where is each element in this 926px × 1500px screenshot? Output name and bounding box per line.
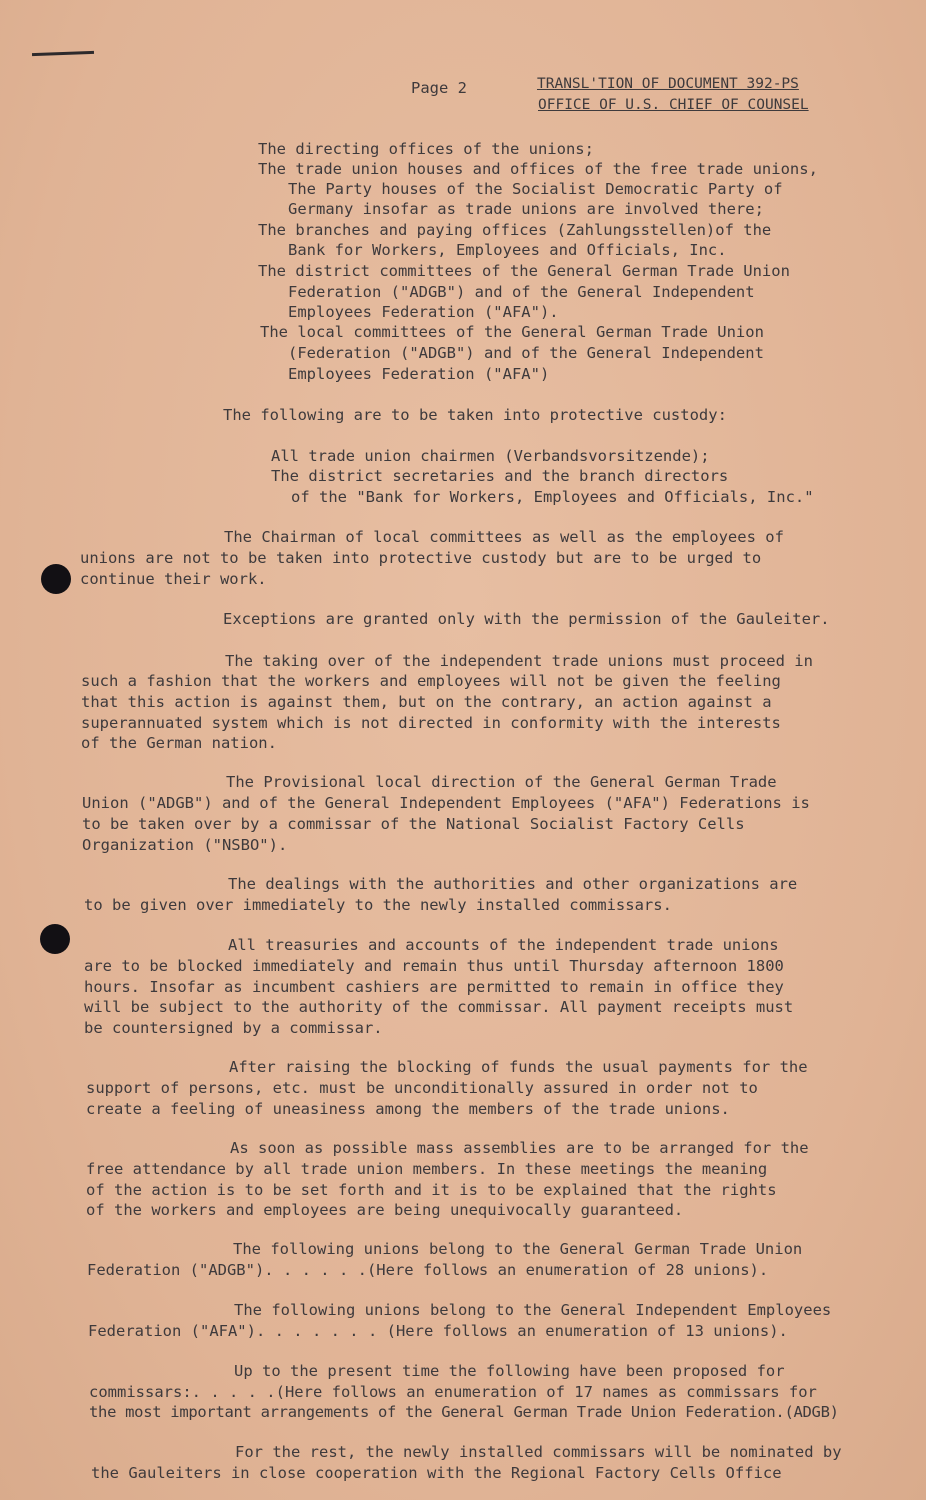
body-line: free attendance by all trade union members. In these meetings the meaning xyxy=(86,1160,768,1178)
body-line: The following are to be taken into protective custody: xyxy=(223,406,727,424)
body-line: to be given over immediately to the newly installed commissars. xyxy=(84,896,672,914)
body-line: The following unions belong to the General German Trade Union xyxy=(233,1240,803,1258)
body-line: The local committees of the General German Trade Union xyxy=(260,323,764,341)
punch-hole-top xyxy=(41,564,71,594)
body-line: The taking over of the independent trade unions must proceed in xyxy=(225,652,813,670)
body-line: such a fashion that the workers and employees will not be given the feeling xyxy=(81,672,781,690)
body-line: Union ("ADGB") and of the General Independent Employees ("AFA") Federations is xyxy=(82,794,810,812)
body-line: After raising the blocking of funds the usual payments for the xyxy=(229,1058,808,1076)
body-line: the Gauleiters in close cooperation with the Regional Factory Cells Office xyxy=(91,1464,782,1482)
body-line: The district committees of the General German Trade Union xyxy=(258,262,790,280)
body-line: Organization ("NSBO"). xyxy=(82,836,288,854)
body-line: Bank for Workers, Employees and Officials, Inc. xyxy=(288,241,727,259)
body-line: the most important arrangements of the General German Trade Union Federation.(ADGB) xyxy=(89,1403,839,1421)
body-line: Federation ("ADGB"). . . . . .(Here follows an enumeration of 28 unions). xyxy=(87,1261,769,1279)
body-line: are to be blocked immediately and remain thus until Thursday afternoon 1800 xyxy=(84,957,784,975)
translation-heading: TRANSL'TION OF DOCUMENT 392-PS xyxy=(537,76,799,92)
punch-hole-bottom xyxy=(40,924,70,954)
body-line: Federation ("ADGB") and of the General Independent xyxy=(288,283,755,301)
body-line: The Chairman of local committees as well as the employees of xyxy=(224,528,784,546)
body-line: commissars:. . . . .(Here follows an enumeration of 17 names as commissars for xyxy=(89,1383,817,1401)
body-line: that this action is against them, but on the contrary, an action against a xyxy=(81,693,772,711)
body-line: The dealings with the authorities and other organizations are xyxy=(228,875,798,893)
body-line: hours. Insofar as incumbent cashiers are permitted to remain in office they xyxy=(84,978,784,996)
body-line: of the action is to be set forth and it is to be explained that the rights xyxy=(86,1181,777,1199)
body-line: be countersigned by a commissar. xyxy=(84,1019,383,1037)
body-line: All trade union chairmen (Verbandsvorsitzende); xyxy=(271,447,710,465)
body-line: superannuated system which is not directed in conformity with the interests xyxy=(81,714,781,732)
body-line: support of persons, etc. must be unconditionally assured in order not to xyxy=(86,1079,758,1097)
body-line: All treasuries and accounts of the independent trade unions xyxy=(228,936,779,954)
body-line: of the workers and employees are being unequivocally guaranteed. xyxy=(86,1201,684,1219)
body-line: Employees Federation ("AFA"). xyxy=(288,303,559,321)
body-line: of the German nation. xyxy=(81,734,277,752)
page-label: Page 2 xyxy=(411,79,467,97)
body-line: of the "Bank for Workers, Employees and Officials, Inc." xyxy=(291,488,814,506)
body-line: As soon as possible mass assemblies are to be arranged for the xyxy=(230,1139,809,1157)
body-line: create a feeling of uneasiness among the members of the trade unions. xyxy=(86,1100,730,1118)
body-line: will be subject to the authority of the commissar. All payment receipts must xyxy=(84,998,794,1016)
body-line: Germany insofar as trade unions are involved there; xyxy=(288,200,764,218)
body-line: The district secretaries and the branch directors xyxy=(271,467,729,485)
body-line: The branches and paying offices (Zahlungsstellen)of the xyxy=(258,221,772,239)
body-line: The Provisional local direction of the General German Trade xyxy=(226,773,777,791)
body-line: The Party houses of the Socialist Democratic Party of xyxy=(288,180,783,198)
body-line: The following unions belong to the General Independent Employees xyxy=(234,1301,832,1319)
body-line: to be taken over by a commissar of the National Socialist Factory Cells xyxy=(82,815,745,833)
corner-mark xyxy=(32,51,94,56)
body-line: The directing offices of the unions; xyxy=(258,140,594,158)
body-line: For the rest, the newly installed commissars will be nominated by xyxy=(235,1443,842,1461)
body-line: Employees Federation ("AFA") xyxy=(288,365,550,383)
body-line: Federation ("AFA"). . . . . . . (Here follows an enumeration of 13 unions). xyxy=(88,1322,788,1340)
body-line: (Federation ("ADGB") and of the General Independent xyxy=(288,344,764,362)
body-line: continue their work. xyxy=(80,570,267,588)
body-line: Up to the present time the following have been proposed for xyxy=(234,1362,785,1380)
body-line: The trade union houses and offices of the free trade unions, xyxy=(258,160,818,178)
body-line: unions are not to be taken into protective custody but are to be urged to xyxy=(80,549,762,567)
office-heading: OFFICE OF U.S. CHIEF OF COUNSEL xyxy=(538,97,809,113)
body-line: Exceptions are granted only with the permission of the Gauleiter. xyxy=(223,610,830,628)
